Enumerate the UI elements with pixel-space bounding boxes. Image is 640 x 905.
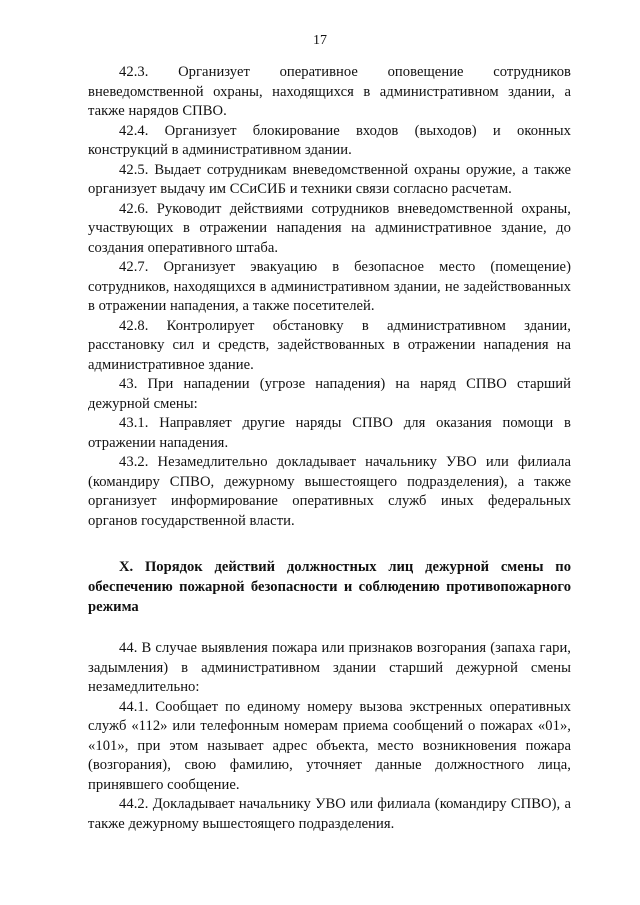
paragraph-42-8: 42.8. Контролирует обстановку в административном здании, расстановку сил и средств, задействованных в отражении нападения на административное здание. xyxy=(88,317,571,373)
paragraph-42-5: 42.5. Выдает сотрудникам вневедомственной охраны оружие, а также организует выдачу им ССиСИБ и техники связи согласно расчетам. xyxy=(88,161,571,197)
paragraph-44-2: 44.2. Докладывает начальнику УВО или филиала (командиру СПВО), а также дежурному вышестоящего подразделения. xyxy=(88,796,571,832)
paragraph-43: 43. При нападении (угрозе нападения) на наряд СПВО старший дежурной смены: xyxy=(88,376,571,412)
page-number: 17 xyxy=(313,33,327,48)
paragraph-42-6: 42.6. Руководит действиями сотрудников вневедомственной охраны, участвующих в отражении нападения на административное здание, до создания оперативного штаба. xyxy=(88,200,571,256)
paragraph-44: 44. В случае выявления пожара или признаков возгорания (запаха гари, задымления) в административном здании старший дежурной смены незамедлительно: xyxy=(88,640,571,695)
document-body xyxy=(88,63,571,834)
paragraph-42-4: 42.4. Организует блокирование входов (выходов) и оконных конструкций в административном здании. xyxy=(88,122,571,158)
paragraph-43-2: 43.2. Незамедлительно докладывает начальнику УВО или филиала (командиру СПВО, дежурному вышестоящего подразделения), а также организует информирование оперативных служб иных федеральных органов государственной власти. xyxy=(88,454,571,529)
paragraph-44-1: 44.1. Сообщает по единому номеру вызова экстренных оперативных служб «112» или телефонным номерам приема сообщений о пожарах «01», «101», при этом называет адрес объекта, место возникновения пожара (возгорания), свою фамилию, уточняет данные должностного лица, принявшего сообщение. xyxy=(88,698,571,793)
paragraph-42-3: 42.3. Организует оперативное оповещение сотрудников вневедомственной охраны, находящихся в административном здании, а также нарядов СПВО. xyxy=(88,64,571,119)
paragraph-43-1: 43.1. Направляет другие наряды СПВО для оказания помощи в отражении нападения. xyxy=(88,415,571,451)
paragraph-42-7: 42.7. Организует эвакуацию в безопасное место (помещение) сотрудников, находящихся в административном здании, не задействованных в отражении нападения, а также посетителей. xyxy=(88,259,571,314)
section-heading: X. Порядок действий должностных лиц дежурной смены по обеспечению пожарной безопасности и соблюдению противопожарного режима xyxy=(88,559,571,615)
